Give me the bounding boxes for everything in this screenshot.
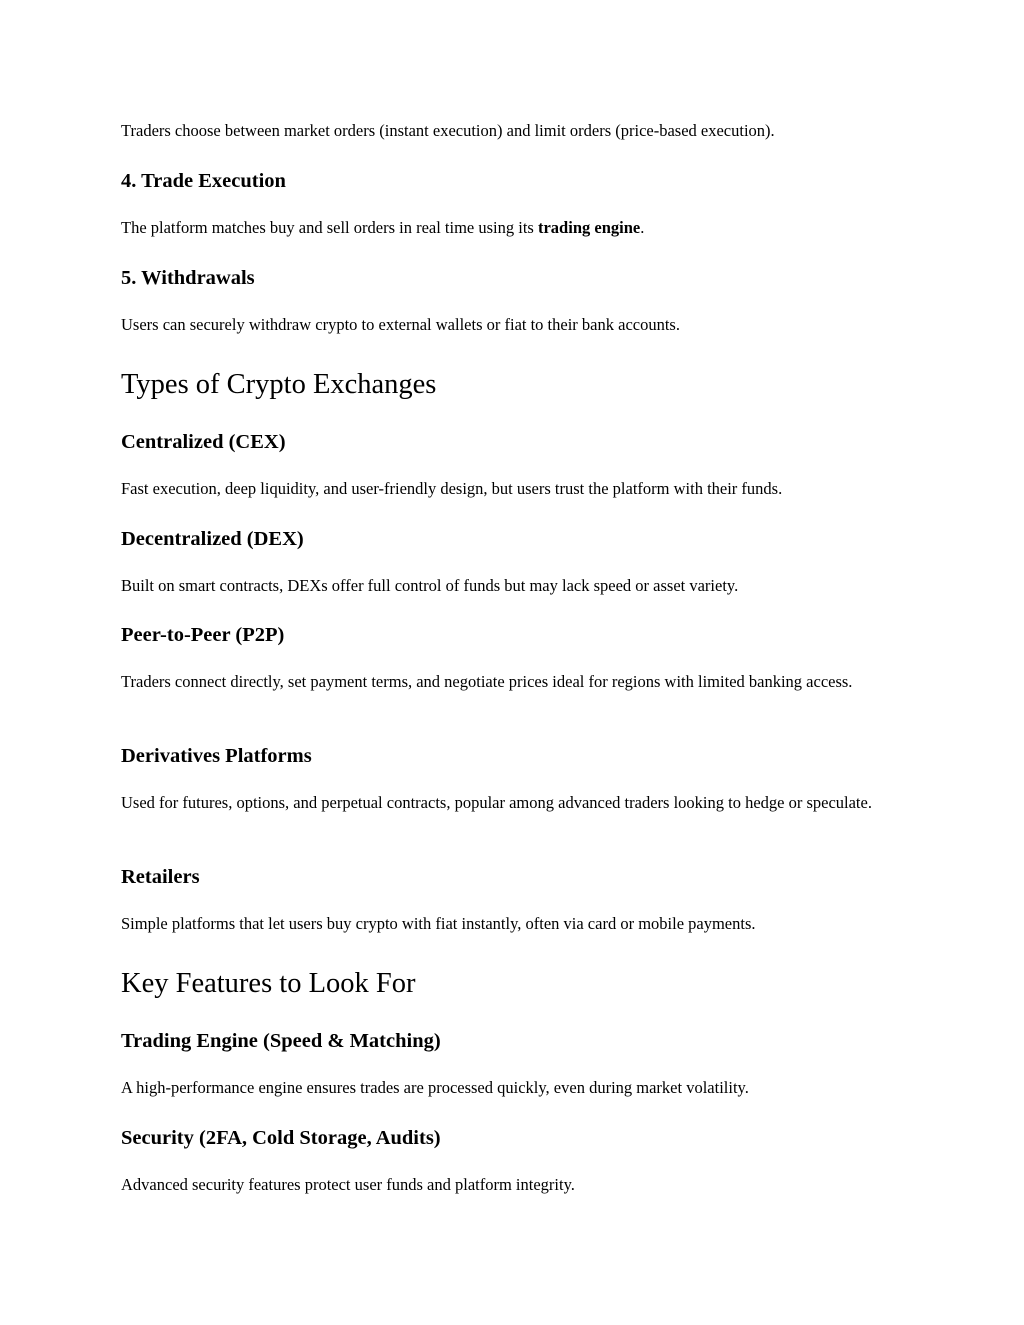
cex-paragraph: Fast execution, deep liquidity, and user-friendly design, but users trust the platform with their funds. [121,479,783,498]
p2p-paragraph: Traders connect directly, set payment terms, and negotiate prices ideal for regions with limited banking access. [121,672,853,691]
trade-execution-heading: 4. Trade Execution [121,170,286,192]
trading-engine-paragraph: A high-performance engine ensures trades are processed quickly, even during market volatility. [121,1078,749,1097]
dex-heading: Decentralized (DEX) [121,528,304,550]
retailers-heading: Retailers [121,866,200,888]
trade-execution-period: . [640,218,645,237]
features-section-title: Key Features to Look For [121,968,416,999]
dex-paragraph: Built on smart contracts, DEXs offer full control of funds but may lack speed or asset variety. [121,576,739,595]
p2p-heading: Peer-to-Peer (P2P) [121,624,285,646]
cex-heading: Centralized (CEX) [121,431,286,453]
trade-execution-paragraph [121,216,644,240]
derivatives-paragraph: Used for futures, options, and perpetual contracts, popular among advanced traders looking to hedge or speculate. [121,793,872,812]
trade-execution-text: The platform matches buy and sell orders in real time using its [121,218,538,237]
trading-engine-emphasis: trading engine [537,218,641,237]
withdrawals-heading: 5. Withdrawals [121,267,255,289]
retailers-paragraph: Simple platforms that let users buy crypto with fiat instantly, often via card or mobile payments. [121,914,756,933]
security-heading: Security (2FA, Cold Storage, Audits) [121,1127,441,1149]
types-section-title: Types of Crypto Exchanges [121,369,437,400]
order-types-paragraph: Traders choose between market orders (instant execution) and limit orders (price-based execution). [121,121,775,140]
derivatives-heading: Derivatives Platforms [121,745,312,767]
trading-engine-heading: Trading Engine (Speed & Matching) [121,1030,441,1052]
security-paragraph: Advanced security features protect user funds and platform integrity. [121,1175,575,1194]
withdrawals-paragraph: Users can securely withdraw crypto to external wallets or fiat to their bank accounts. [121,315,680,334]
